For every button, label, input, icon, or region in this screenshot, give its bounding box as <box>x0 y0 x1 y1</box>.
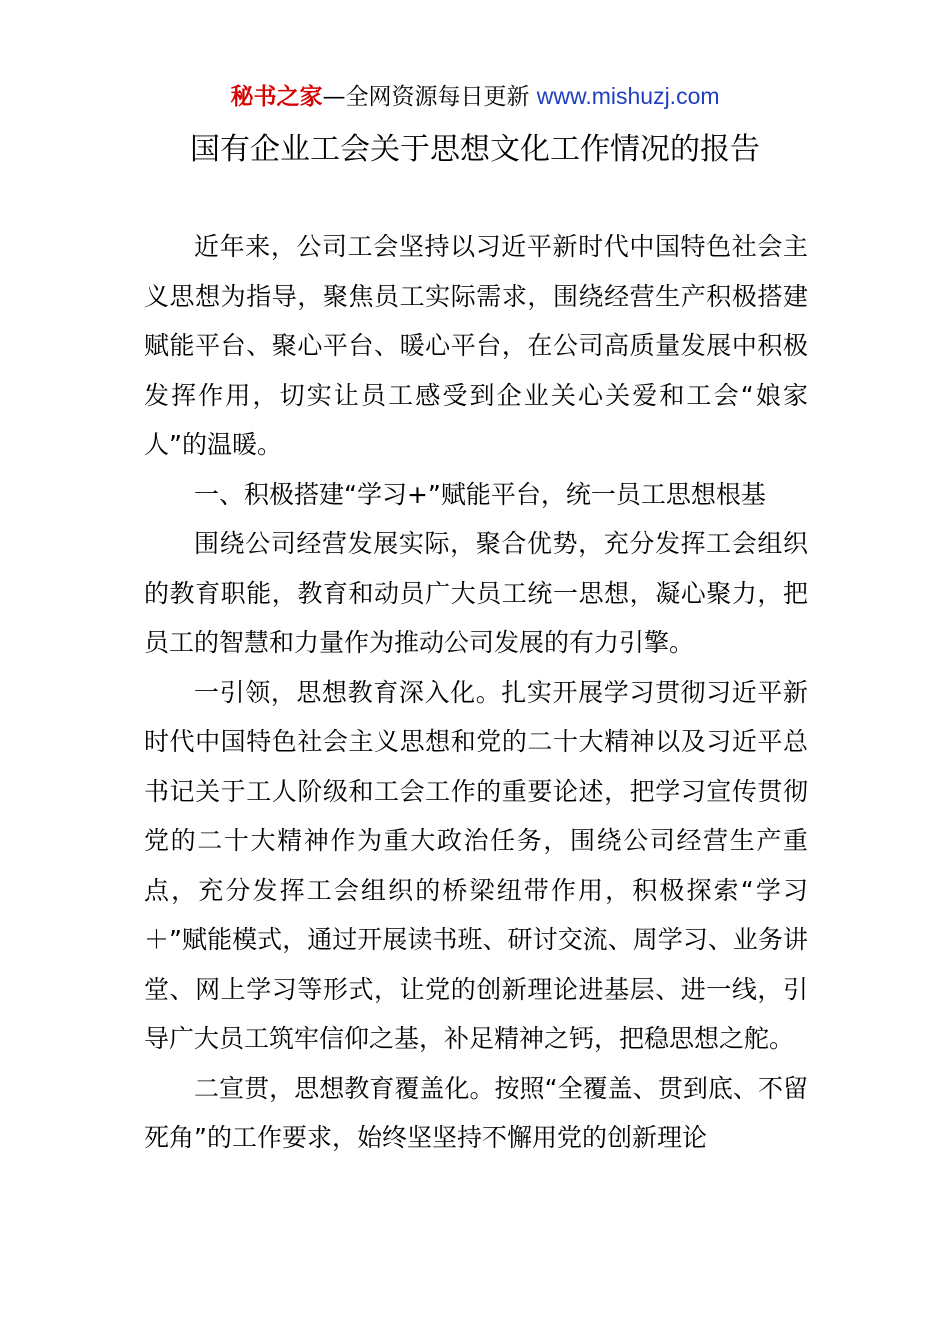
site-header <box>0 80 950 113</box>
paragraph-guidance: 一引领，思想教育深入化。扎实开展学习贯彻习近平新时代中国特色社会主义思想和党的二十大精神以及习近平总书记关于工人阶级和工会工作的重要论述，把学习宣传贯彻党的二十大精神作为重大政治任务，围绕公司经营生产重点，充分发挥工会组织的桥梁纽带作用，积极探索“学习＋”赋能模式，通过开展读书班、研讨交流、周学习、业务讲堂、网上学习等形式，让党的创新理论进基层、进一线，引导广大员工筑牢信仰之基，补足精神之钙，把稳思想之舵。 <box>144 677 808 1053</box>
document-title: 国有企业工会关于思想文化工作情况的报告 <box>190 132 760 167</box>
site-tagline: —全网资源每日更新 <box>322 84 537 110</box>
section-heading-1: 一、积极搭建“学习+”赋能平台，统一员工思想根基 <box>194 479 766 509</box>
paragraph-intro: 近年来，公司工会坚持以习近平新时代中国特色社会主义思想为指导，聚焦员工实际需求，围绕经营生产积极搭建赋能平台、聚心平台、暖心平台，在公司高质量发展中积极发挥作用，切实让员工感受到企业关心关爱和工会“娘家人”的温暖。 <box>144 232 808 459</box>
document-body <box>144 222 808 1163</box>
paragraph-section-1-intro: 围绕公司经营发展实际，聚合优势，充分发挥工会组织的教育职能，教育和动员广大员工统一思想，凝心聚力，把员工的智慧和力量作为推动公司发展的有力引擎。 <box>144 529 808 657</box>
paragraph-coverage: 二宣贯，思想教育覆盖化。按照“全覆盖、贯到底、不留死角”的工作要求，始终坚坚持不懈用党的创新理论 <box>144 1073 808 1152</box>
site-brand: 秘书之家 <box>230 84 323 110</box>
site-url-link[interactable]: www.mishuzj.com <box>536 83 720 109</box>
